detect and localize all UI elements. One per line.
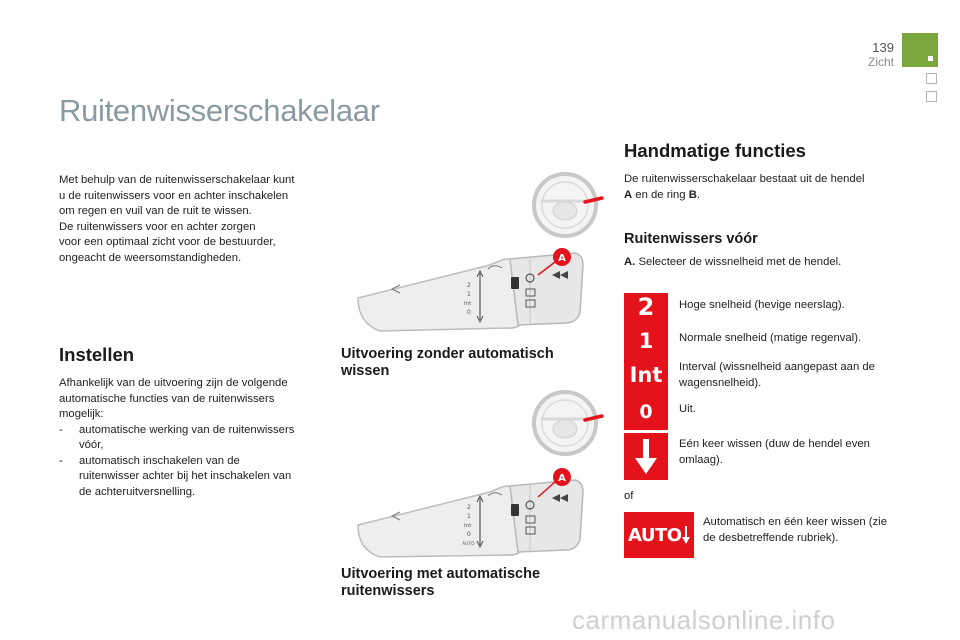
- stalk-mark: Int: [464, 523, 472, 529]
- chapter-tab-empty: [926, 91, 937, 102]
- text-line: automatisch inschakelen van de: [79, 454, 240, 467]
- desc-single-wipe: Eén keer wissen (duw de hendel even omlaag).: [679, 438, 870, 466]
- stalk-mark: 1: [467, 291, 471, 298]
- stalk-lever: [358, 253, 583, 331]
- auto-indicator: [624, 512, 694, 558]
- page-number: 139: [872, 40, 894, 55]
- text-line: u de ruitenwissers voor en achter inschakelen: [59, 189, 289, 202]
- list-item: [59, 454, 329, 501]
- text-line: ruitenwisser achter bij het inschakelen van: [79, 470, 292, 482]
- tab-marker-icon: [928, 56, 933, 61]
- auto-label: AUTO: [628, 525, 682, 546]
- text-span: De ruitenwisserschakelaar bestaat uit de hendel: [624, 173, 865, 185]
- section-label: Zicht: [867, 55, 894, 69]
- text-span: en de ring: [632, 189, 689, 201]
- figure-caption-2: Uitvoering met automatische ruitenwissers: [341, 566, 541, 599]
- arrow-down-icon: [624, 433, 668, 480]
- section-heading-handmatig: Handmatige functies: [624, 140, 806, 161]
- chapter-tab-empty: [926, 73, 937, 84]
- position-0: 0: [639, 401, 653, 423]
- subheading-front-wipers: Ruitenwissers vóór: [624, 231, 758, 247]
- text-line: Met behulp van de ruitenwisserschakelaar kunt: [59, 174, 295, 186]
- label-a: A: [624, 189, 633, 201]
- text-line: De ruitenwissers voor en achter zorgen: [59, 220, 256, 233]
- manual-intro: [624, 171, 874, 203]
- wiper-stalk-illustration-1: [340, 165, 610, 340]
- text-line: voor een optimaal zicht voor de bestuurder,: [59, 236, 276, 248]
- stalk-mark: AUTO: [462, 542, 475, 547]
- position-strip: [624, 293, 668, 430]
- stalk-mark: 2: [467, 504, 471, 511]
- instellen-paragraph: [59, 376, 329, 500]
- steering-wheel-icon: [534, 174, 596, 236]
- desc-auto: Automatisch en één keer wissen (zie de desbetreffende rubriek).: [703, 516, 887, 544]
- step-label: A.: [624, 256, 636, 268]
- stalk-lever: [358, 480, 583, 557]
- arrow-down-icon: [681, 526, 691, 546]
- callout-label: A: [558, 253, 566, 264]
- intro-paragraph: [59, 173, 329, 266]
- wiper-stalk-illustration-2: [340, 385, 610, 560]
- text-line: de achteruitversnelling.: [79, 485, 196, 498]
- text-line: vóór,: [79, 439, 104, 451]
- front-instruction: [624, 255, 884, 271]
- position-1: 1: [638, 329, 654, 353]
- steering-wheel-icon: [534, 392, 596, 454]
- figure-caption-1: Uitvoering zonder automatisch wissen: [341, 346, 554, 379]
- position-int: Int: [629, 363, 663, 387]
- or-label: of: [624, 490, 634, 502]
- stalk-mark: 2: [467, 282, 471, 289]
- text-line: ongeacht de weersomstandigheden.: [59, 251, 242, 264]
- label-b: B: [688, 189, 697, 201]
- stalk-mark: 0: [467, 309, 471, 316]
- list-item: [59, 423, 329, 454]
- text-span: Selecteer de wissnelheid met de hendel.: [635, 256, 842, 268]
- callout-label: A: [558, 473, 566, 484]
- section-heading-instellen: Instellen: [59, 344, 135, 365]
- text-line: automatische werking van de ruitenwissers: [79, 423, 295, 436]
- stalk-mark: 1: [467, 513, 471, 520]
- chapter-tab: [902, 33, 938, 67]
- stalk-mark: 0: [467, 531, 471, 538]
- watermark: carmanualsonline.info: [572, 605, 836, 635]
- text-line: om regen en vuil van de ruit te wissen.: [59, 205, 252, 217]
- desc-normal-speed: Normale snelheid (matige regenval).: [679, 332, 862, 344]
- text-line: mogelijk:: [59, 408, 104, 420]
- position-2: 2: [637, 293, 655, 321]
- desc-off: Uit.: [679, 403, 696, 415]
- page-title: Ruitenwisserschakelaar: [59, 93, 380, 128]
- text-line: automatische functies van de ruitenwissers: [59, 392, 275, 405]
- list-dash: -: [59, 423, 63, 436]
- stalk-mark: Int: [464, 301, 472, 307]
- list-dash: -: [59, 454, 63, 467]
- single-wipe-indicator: [624, 433, 668, 480]
- text-span: .: [696, 189, 701, 201]
- desc-interval: Interval (wissnelheid aangepast aan de wagensnelheid).: [679, 361, 875, 389]
- desc-high-speed: Hoge snelheid (hevige neerslag).: [679, 299, 845, 311]
- text-line: Afhankelijk van de uitvoering zijn de volgende: [59, 377, 288, 389]
